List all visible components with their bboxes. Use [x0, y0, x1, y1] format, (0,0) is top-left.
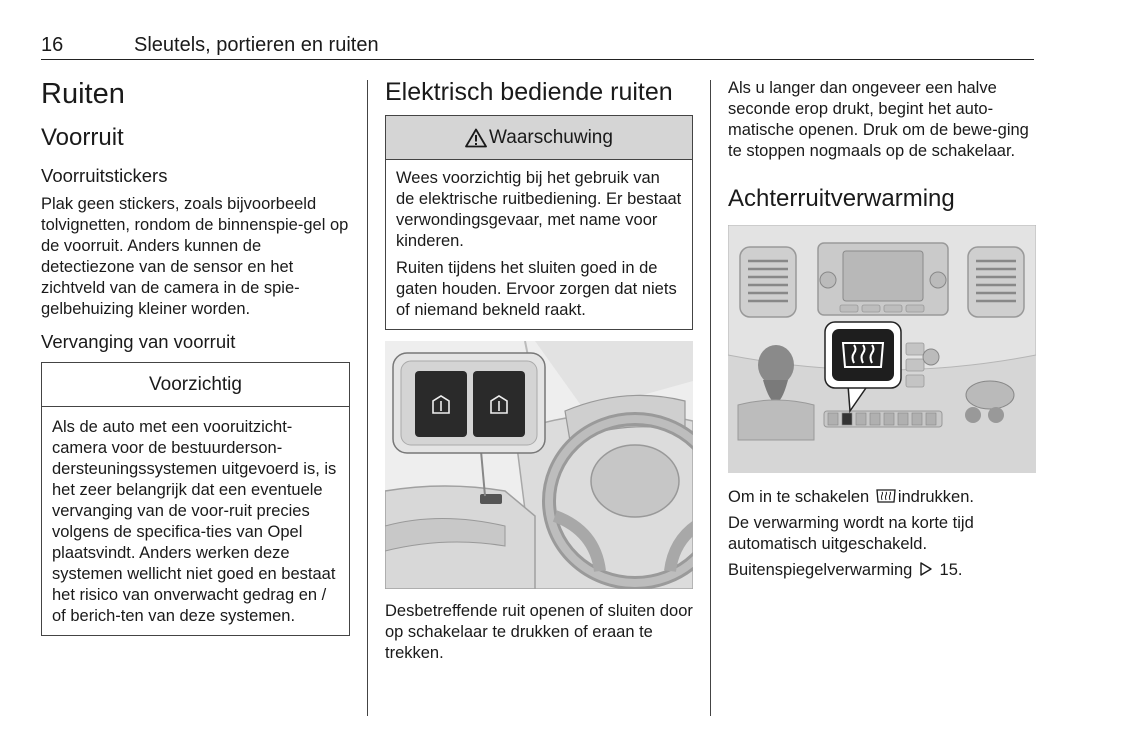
page-header — [41, 34, 1034, 60]
page-number: 16 — [41, 34, 64, 56]
paragraph-buitenspiegel: Buitenspiegelverwarming 15. — [728, 561, 963, 579]
heading-voorruitstickers: Voorruitstickers — [41, 165, 168, 186]
warning-text-2: Ruiten tijdens het sluiten goed in de gaten houden. Ervoor zorgen dat niets of niemand bekneld raakt. — [396, 259, 677, 319]
rear-window-defrost-icon — [876, 489, 896, 503]
page-reference[interactable]: 15. — [939, 561, 963, 579]
column-2 — [385, 76, 693, 664]
column-divider — [367, 80, 368, 716]
warning-title: Waarschuwing — [489, 126, 613, 148]
warning-box — [385, 115, 693, 330]
chapter-title: Sleutels, portieren en ruiten — [134, 34, 379, 56]
caution-title: Voorzichtig — [42, 363, 349, 407]
column-3 — [728, 76, 1036, 581]
warning-triangle-icon — [465, 128, 487, 148]
paragraph-stickers: Plak geen stickers, zoals bijvoorbeeld tolvignetten, rondom de binnenspie-gel op de voorruit. Anders kunnen de detectiezone van de sensor en het zichtveld van de camera in de spie-gelbehuizing kleiner worden. — [41, 195, 349, 318]
heading-elektrisch: Elektrisch bediende ruiten — [385, 78, 673, 106]
window-switch-illustration — [385, 341, 693, 589]
paragraph-openen: Desbetreffende ruit openen of sluiten door op schakelaar te drukken of eraan te trekken. — [385, 602, 693, 662]
column-1 — [41, 76, 350, 636]
heading-achterruitverwarming: Achterruitverwarming — [728, 185, 955, 212]
heading-vervanging: Vervanging van voorruit — [41, 331, 236, 352]
heading-voorruit: Voorruit — [41, 124, 124, 151]
column-divider — [710, 80, 711, 716]
heading-ruiten: Ruiten — [41, 78, 125, 110]
warning-header — [386, 116, 692, 160]
paragraph-automatisch: Als u langer dan ongeveer een halve seconde erop drukt, begint het auto-matische openen. Druk om de bewe-ging te stoppen nogmaals op de schakelaar. — [728, 79, 1029, 160]
warning-text-1: Wees voorzichtig bij het gebruik van de elektrische ruitbediening. Er bestaat verwondingsgevaar, met name voor kinderen. — [396, 169, 682, 250]
paragraph-inschakelen: Om in te schakelen indrukken. — [728, 488, 974, 506]
paragraph-verwarming: De verwarming wordt na korte tijd automatisch uitgeschakeld. — [728, 514, 974, 553]
caution-text: Als de auto met een vooruitzicht-camera voor de bestuurderson-dersteuningssystemen uitgevoerd is, is het zeer belangrijk dat een eventuele vervanging van de voor-ruit precies volgens de specifica-ties van Opel plaatsvindt. Anders werken deze systemen wellicht niet goed en bestaat het risico van onverwacht gedrag en / of berich-ten van deze systemen. — [52, 418, 337, 625]
page-reference-arrow-icon — [919, 562, 933, 576]
rear-defrost-illustration — [728, 225, 1036, 473]
caution-box — [41, 362, 350, 636]
